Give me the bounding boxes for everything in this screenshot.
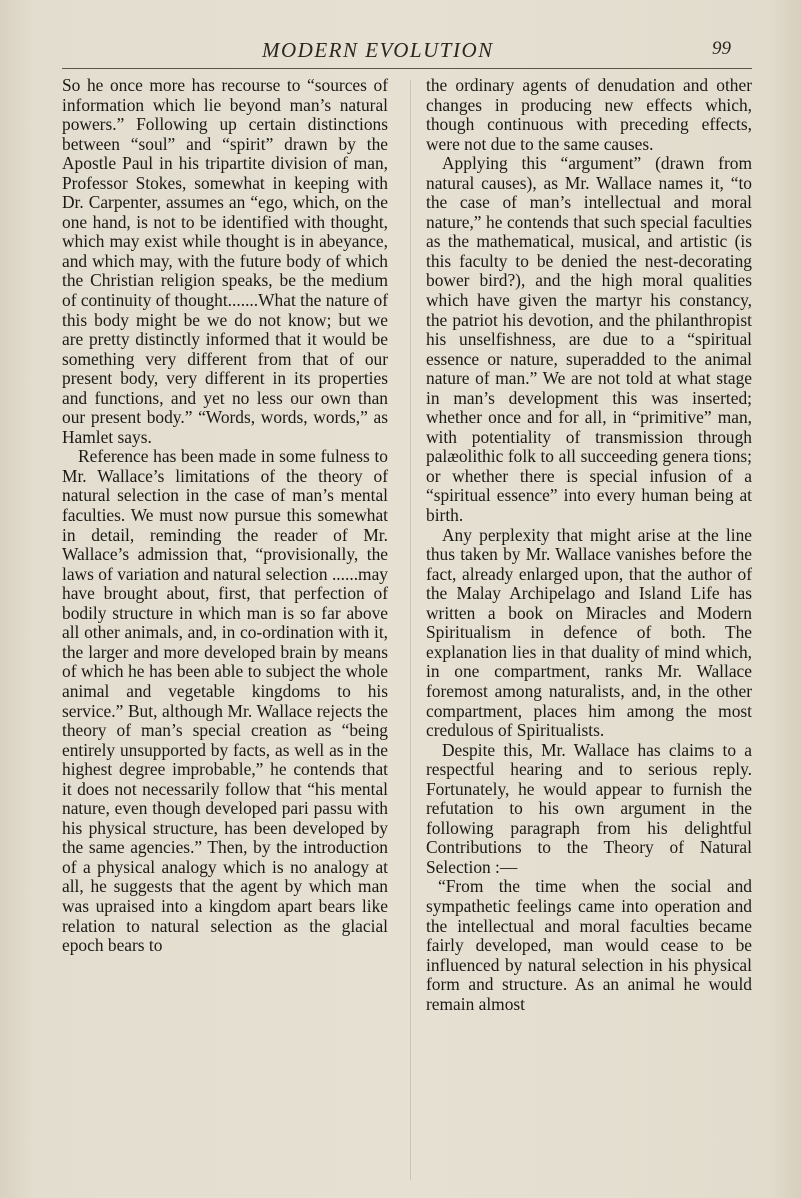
left-column <box>62 76 388 956</box>
paragraph: Applying this “argument” (drawn from natural causes), as Mr. Wallace names it, “to the case of man’s intellectual and moral nature,” he contends that such special faculties as the mathematical, musical, and artistic (is this faculty to be denied the nest-decorating bower bird?), and the high moral qualities which have given the martyr his constancy, the patriot his devotion, and the philanthropist his unselfishness, are due to a “spiritual essence or nature, superadded to the animal nature of man.” We are not told at what stage in man’s development this was inserted; whether once and for all, in “primitive” man, with potentiality of transmission through palæolithic folk to all succeeding genera tions; or whether there is special infusion of a “spiritual essence” into every human being at birth. <box>426 153 752 526</box>
page-header <box>0 38 801 68</box>
paragraph: the ordinary agents of denudation and other changes in producing new effects which, though continuous with preceding effects, were not due to the same causes. <box>426 75 752 154</box>
paragraph: Any perplexity that might arise at the line thus taken by Mr. Wallace vanishes before the fact, already enlarged upon, that the author of the Malay Archipelago and Island Life has written a book on Miracles and Modern Spiritualism in defence of both. The explanation lies in that duality of mind which, in one compartment, ranks Mr. Wallace foremost among naturalists, and, in the other compartment, places him among the most credulous of Spiritualists. <box>426 524 752 741</box>
header-rule <box>62 68 752 69</box>
block-quote: “From the time when the social and sympathetic feelings came into operation and the intellectual and moral faculties became fairly developed, man would cease to be influenced by natural selection in his physical form and structure. As an animal he would remain almost <box>426 876 752 1014</box>
paragraph: Reference has been made in some fulness to Mr. Wallace’s limitations of the theory of natural selection in the case of man’s mental faculties. We must now pursue this somewhat in detail, reminding the reader of Mr. Wallace’s admission that, “provisionally, the laws of variation and natural selection ......may have brought about, first, that perfection of bodily structure in which man is so far above all other animals, and, in co-ordination with it, the larger and more developed brain by means of which he has been able to subject the whole animal and vegetable kingdoms to his service.” But, although Mr. Wallace rejects the theory of man’s special creation as “being entirely unsupported by facts, as well as in the highest degree improbable,” he contends that it does not necessarily follow that “his mental nature, even though developed pari passu with his physical structure, has been developed by the same agencies.” Then, by the introduction of a physical analogy which is no analogy at all, he suggests that the agent by which man was upraised into a kingdom apart bears like relation to natural selection as the glacial epoch bears to <box>62 446 388 956</box>
right-column <box>426 76 752 1014</box>
paragraph: So he once more has recourse to “sources of information which lie beyond man’s natural powers.” Following up certain distinctions between “soul” and “spirit” drawn by the Apostle Paul in his tripartite division of man, Professor Stokes, somewhat in keeping with Dr. Carpenter, assumes an “ego, which, on the one hand, is not to be identified with thought, which may exist while thought is in abeyance, and which may, with the future body of which the Christian religion speaks, be the medium of continuity of thought.......What the nature of this body might be we do not know; but we are pretty distinctly informed that it would be something very different from that of our present body, very different in its properties and functions, and yet no less our own than our present body.” “Words, words, words,” as Hamlet says. <box>62 75 388 447</box>
paragraph: Despite this, Mr. Wallace has claims to a respectful hearing and to serious reply. Fortunately, he would appear to furnish the refutation to his own argument in the following paragraph from his delightful Contributions to the Theory of Natural Selection :— <box>426 739 752 877</box>
running-head: MODERN EVOLUTION <box>262 38 494 62</box>
page-number: 99 <box>712 38 731 59</box>
column-gutter <box>410 80 411 1180</box>
